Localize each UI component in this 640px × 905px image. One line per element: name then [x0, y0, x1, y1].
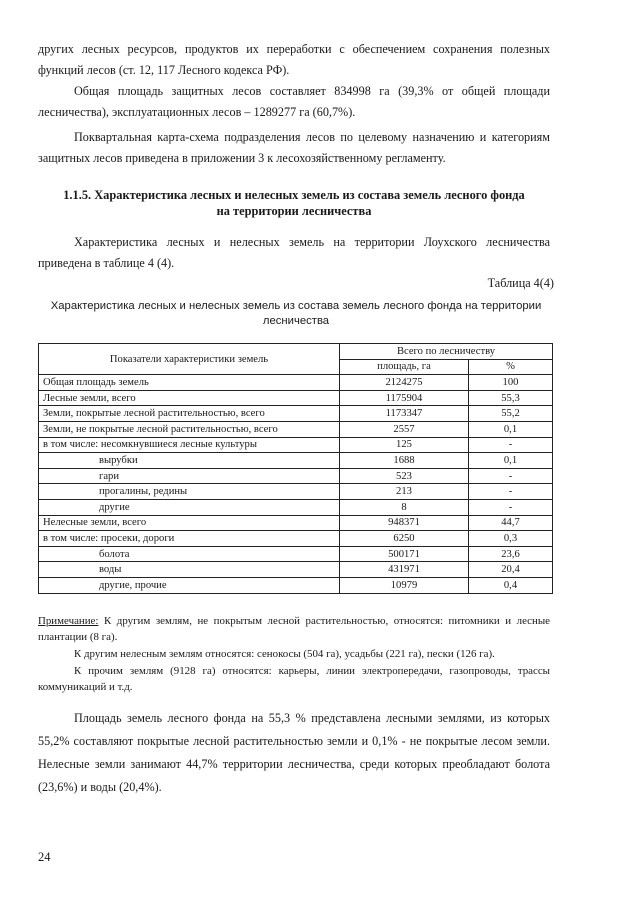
row-label: болота [39, 546, 340, 562]
note-1 [38, 614, 550, 645]
table-row [39, 531, 553, 547]
row-percent: 0,3 [469, 531, 553, 547]
table-row [39, 577, 553, 593]
row-area: 523 [340, 468, 469, 484]
paragraph-continuation: других лесных ресурсов, продуктов их переработки с обеспечением сохранения полезных функций лесов (ст. 12, 117 Лесного кодекса РФ). [38, 42, 550, 77]
row-label: другие [39, 499, 340, 515]
row-percent: 100 [469, 375, 553, 391]
row-area: 2124275 [340, 375, 469, 391]
section-heading-line1: 1.1.5. Характеристика лесных и нелесных земель из состава земель лесного фонда [63, 188, 525, 202]
row-percent: 55,3 [469, 390, 553, 406]
row-label: в том числе: несомкнувшиеся лесные культуры [39, 437, 340, 453]
row-label: Лесные земли, всего [39, 390, 340, 406]
note-label: Примечание: [38, 615, 99, 627]
row-area: 1175904 [340, 390, 469, 406]
paragraph-table-intro: Характеристика лесных и нелесных земель на территории Лоухского лесничества приведена в таблице 4 (4). [38, 235, 550, 270]
row-percent: 20,4 [469, 562, 553, 578]
table-row [39, 546, 553, 562]
row-area: 8 [340, 499, 469, 515]
row-area: 10979 [340, 577, 469, 593]
row-percent: 0,1 [469, 453, 553, 469]
table-row [39, 484, 553, 500]
row-label: Земли, не покрытые лесной растительностью, всего [39, 421, 340, 437]
row-percent: - [469, 499, 553, 515]
note-1-text: К другим землям, не покрытым лесной растительностью, относятся: питомники и лесные плантации (8 га). [38, 615, 550, 643]
row-label: вырубки [39, 453, 340, 469]
row-label: Земли, покрытые лесной растительностью, всего [39, 406, 340, 422]
row-label: другие, прочие [39, 577, 340, 593]
table-row [39, 468, 553, 484]
header-group: Всего по лесничеству [340, 344, 553, 360]
row-label: гари [39, 468, 340, 484]
paragraph-summary: Площадь земель лесного фонда на 55,3 % представлена лесными землями, из которых 55,2% составляют покрытые лесной растительностью земли и 0,1% - не покрытые лесом земли. Нелесные земли занимают 44,7% территории лесничества, среди которых преобладают болота (23,6%) и воды (20,4%). [38, 711, 550, 794]
row-percent: - [469, 437, 553, 453]
table-header-row [39, 344, 553, 360]
header-indicator: Показатели характеристики земель [39, 344, 340, 375]
row-percent: 44,7 [469, 515, 553, 531]
land-characteristics-table [38, 343, 553, 594]
table-row [39, 562, 553, 578]
table-row [39, 453, 553, 469]
row-area: 2557 [340, 421, 469, 437]
row-label: в том числе: просеки, дороги [39, 531, 340, 547]
row-area: 500171 [340, 546, 469, 562]
row-area: 948371 [340, 515, 469, 531]
table-row [39, 375, 553, 391]
row-label: воды [39, 562, 340, 578]
header-percent: % [469, 359, 553, 375]
row-label: Нелесные земли, всего [39, 515, 340, 531]
table-label: Таблица 4(4) [487, 276, 554, 290]
row-area: 1173347 [340, 406, 469, 422]
note-2: К другим нелесным землям относятся: сенокосы (504 га), усадьбы (221 га), пески (126 га). [74, 648, 495, 660]
table-row [39, 421, 553, 437]
row-percent: - [469, 484, 553, 500]
header-area: площадь, га [340, 359, 469, 375]
table-row [39, 515, 553, 531]
table-row [39, 406, 553, 422]
row-area: 1688 [340, 453, 469, 469]
row-area: 6250 [340, 531, 469, 547]
row-area: 125 [340, 437, 469, 453]
row-percent: 0,4 [469, 577, 553, 593]
row-area: 431971 [340, 562, 469, 578]
paragraph-protective-forests: Общая площадь защитных лесов составляет 834998 га (39,3% от общей площади лесничества), эксплуатационных лесов – 1289277 га (60,7%). [38, 84, 550, 119]
row-area: 213 [340, 484, 469, 500]
row-percent: 23,6 [469, 546, 553, 562]
table-row [39, 437, 553, 453]
table-caption: Характеристика лесных и нелесных земель из состава земель лесного фонда на территории лесничества [50, 300, 542, 327]
row-label: Общая площадь земель [39, 375, 340, 391]
paragraph-map-scheme: Поквартальная карта-схема подразделения лесов по целевому назначению и категориям защитных лесов приведена в приложении 3 к лесохозяйственному регламенту. [38, 130, 550, 165]
row-percent: 0,1 [469, 421, 553, 437]
section-heading-line2: на территории лесничества [216, 204, 372, 218]
row-label: прогалины, редины [39, 484, 340, 500]
table-row [39, 390, 553, 406]
page-number: 24 [38, 850, 51, 864]
note-3: К прочим землям (9128 га) относятся: карьеры, линии электропередачи, газопроводы, трассы коммуникаций и т.д. [38, 665, 550, 693]
table-row [39, 499, 553, 515]
row-percent: 55,2 [469, 406, 553, 422]
row-percent: - [469, 468, 553, 484]
